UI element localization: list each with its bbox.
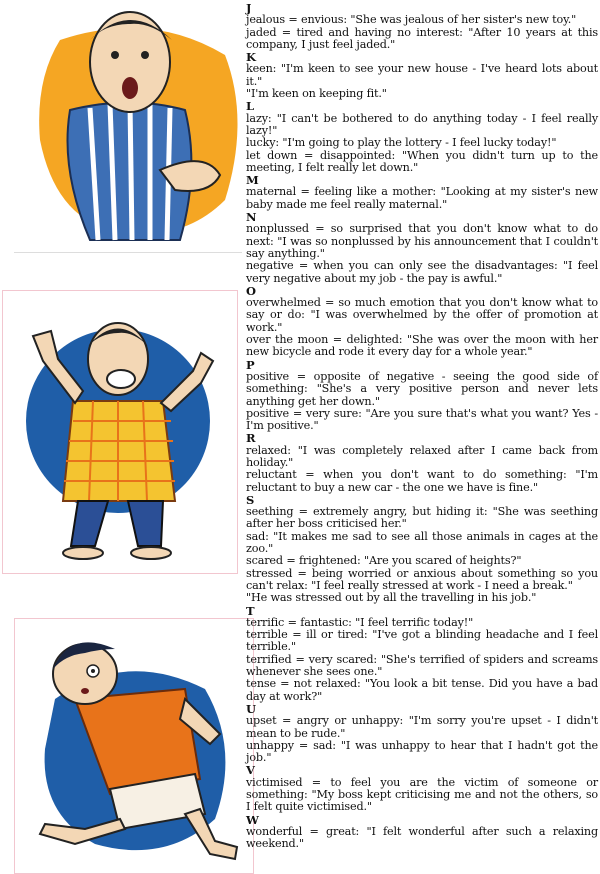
divider [14,252,242,253]
glossary-entry: seething = extremely angry, but hiding it: "She was seething after her boss criticised her." [246,505,598,531]
glossary-entry: "He was stressed out by all the travelling in his job." [246,591,537,605]
glossary-entry: unhappy = sad: "I was unhappy to hear that I hadn't got the job." [246,738,598,765]
glossary-entry: stressed = being worried or anxious about something so you can't relax: "I feel really stressed at work - I need a break." [246,566,598,592]
terrified-boy-drawing [15,619,253,873]
section-letter-v: V [246,763,255,778]
glossary-entry: overwhelmed = so much emotion that you don't know what to say or do: "I was overwhelmed by the offer of promotion at work." [246,296,598,334]
section-letter-u: U [246,701,257,716]
section-letter-j: J [246,1,252,15]
glossary-entry: positive = very sure: "Are you sure that's what you want? Yes - I'm positive." [246,406,598,433]
glossary-entry: relaxed: "I was completely relaxed after I came back from holiday." [246,443,598,469]
overwhelmed-man-drawing [3,291,237,573]
glossary-entry: maternal = feeling like a mother: "Looking at my sister's new baby made me feel really maternal." [246,185,598,211]
glossary-entry: wonderful = great: "I felt wonderful after such a relaxing weekend." [246,824,598,851]
section-letter-k: K [246,50,256,65]
section-letter-w: W [246,812,259,827]
illustration-jealous-man [0,0,242,252]
glossary-entry: lazy: "I can't be bothered to do anything today - I feel really lazy!" [246,111,598,137]
section-letter-p: P [246,357,255,372]
section-letter-m: M [246,173,259,188]
glossary-entry: terrific = fantastic: "I feel terrific today!" [246,615,474,629]
emotion-glossary [246,2,598,850]
glossary-entry: jealous = envious: "She was jealous of her sister's new toy." [246,13,577,27]
section-letter-s: S [246,492,255,507]
section-letter-l: L [246,99,255,114]
glossary-entry: lucky: "I'm going to play the lottery - I feel lucky today!" [246,136,557,150]
glossary-entry: scared = frightened: "Are you scared of heights?" [246,554,522,568]
glossary-entry: jaded = tired and having no interest: "After 10 years at this company, I just feel jaded." [246,25,598,51]
glossary-entry: terrified = very scared: "She's terrified of spiders and screams whenever she sees one." [246,652,598,679]
glossary-entry: over the moon = delighted: "She was over the moon with her new bicycle and rode it every day for a whole year." [246,333,598,359]
glossary-entry: tense = not relaxed: "You look a bit tense. Did you have a bad day at work?" [246,677,598,703]
glossary-entry: let down = disappointed: "When you didn't turn up to the meeting, I felt really let down." [246,148,598,174]
section-letter-n: N [246,210,257,225]
illustration-terrified-boy [14,618,254,874]
glossary-entry: "I'm keen on keeping fit." [246,87,387,101]
glossary-entry: sad: "It makes me sad to see all those animals in cages at the zoo." [246,529,598,556]
glossary-entry: positive = opposite of negative - seeing the good side of something: "She's a very positive person and never lets anything get her down." [246,369,598,408]
glossary-entry: reluctant = when you don't want to do something: "I'm reluctant to buy a new car - the one we have is fine." [246,468,598,494]
section-letter-o: O [246,283,257,298]
glossary-entry: upset = angry or unhappy: "I'm sorry you're upset - I didn't mean to be rude." [246,714,598,740]
glossary-entry: victimised = to feel you are the victim of someone or something: "My boss kept criticising me and not the others, so I felt quite victimised." [246,775,598,814]
glossary-entry: terrible = ill or tired: "I've got a blinding headache and I feel terrible." [246,628,598,654]
glossary-entry: nonplussed = so surprised that you don't know what to do next: "I was so nonplussed by his announcement that I couldn't say anything." [246,222,598,260]
jealous-man-drawing [0,0,242,252]
section-letter-t: T [246,603,255,618]
section-letter-r: R [246,431,256,446]
illustration-overwhelmed-man [2,290,238,574]
glossary-entry: negative = when you can only see the disadvantages: "I feel very negative about my job - the pay is awful." [246,259,598,285]
glossary-entry: keen: "I'm keen to see your new house - I've heard lots about it." [246,62,598,88]
